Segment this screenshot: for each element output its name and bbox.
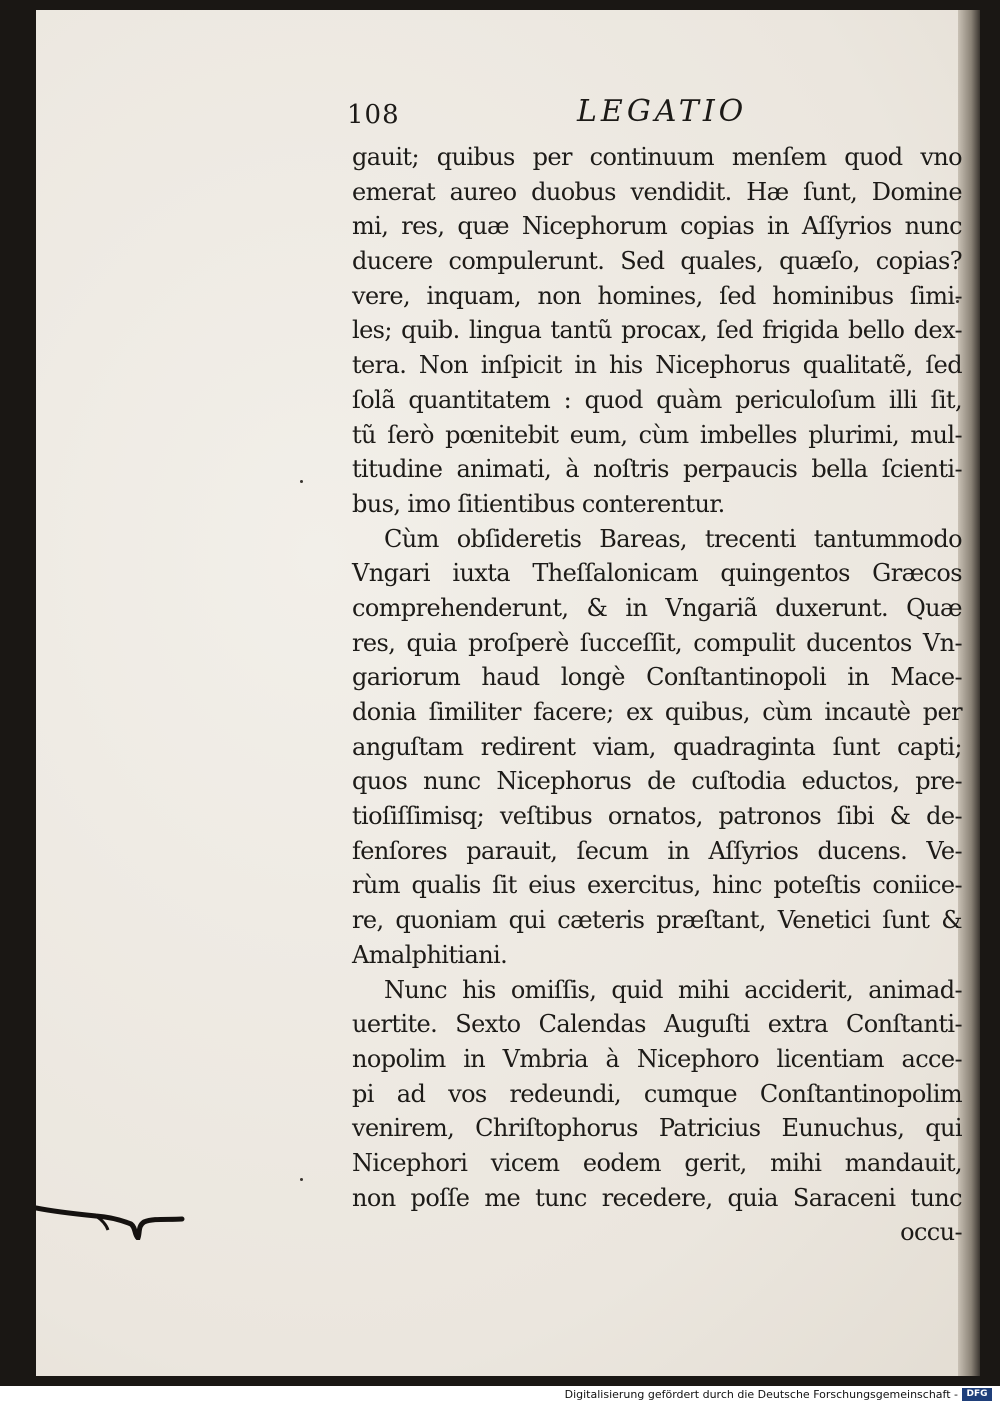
ink-speck xyxy=(300,480,303,483)
text-line: bus, imo ſitientibus conterentur. xyxy=(352,489,725,518)
text-line: re, quoniam qui cæteris præſtant, Venetici ſunt & xyxy=(352,906,962,935)
footer-credit: Digitalisierung gefördert durch die Deutsche Forschungsgemeinschaft - xyxy=(564,1388,958,1401)
text-line: vere, inquam, non homines, ſed hominibus ſimi- xyxy=(352,281,962,310)
text-line: titudine animati, à noſtris perpaucis bella ſcienti- xyxy=(352,455,962,484)
text-line: fenſores parauit, ſecum in Aſſyrios ducens. Ve- xyxy=(352,836,962,865)
text-line: quos nunc Nicephorus de cuſtodia eductos, pre- xyxy=(352,767,962,796)
text-line: uertite. Sexto Calendas Auguſti extra Conſtanti- xyxy=(352,1010,962,1039)
text-line: les; quib. lingua tantũ procax, ſed frigida bello dex- xyxy=(352,316,962,345)
text-line: non poſſe me tunc recedere, quia Saraceni tunc xyxy=(352,1183,962,1212)
text-line: pi ad vos redeundi, cumque Conſtantinopolim xyxy=(352,1079,962,1108)
text-line: venirem, Chriſtophorus Patricius Eunuchus, qui xyxy=(352,1114,962,1143)
ink-blot-mark xyxy=(36,1190,186,1240)
text-line: tũ ſerò pœnitebit eum, cùm imbelles plurimi, mul- xyxy=(352,420,962,449)
dfg-logo: DFG xyxy=(962,1388,992,1401)
text-line: ducere compulerunt. Sed quales, quæſo, copias? xyxy=(352,247,962,276)
text-line: anguſtam redirent viam, quadraginta ſunt capti; xyxy=(352,732,962,761)
text-line: tera. Non inſpicit in his Nicephorus qualitatẽ, ſed xyxy=(352,351,962,380)
text-line: nopolim in Vmbria à Nicephoro licentiam acce- xyxy=(352,1044,962,1073)
body-text xyxy=(352,140,962,1250)
page-header xyxy=(347,94,907,134)
text-line: ſolã quantitatem : quod quàm periculoſum illi ſit, xyxy=(352,385,962,414)
page-number: 108 xyxy=(347,100,400,130)
text-line: Vngari iuxta Theſſalonicam quingentos Græcos xyxy=(352,559,962,588)
text-line: Amalphitiani. xyxy=(352,940,508,969)
text-line: emerat aureo duobus vendidit. Hæ ſunt, Domine xyxy=(352,177,962,206)
text-line: gariorum haud longè Conſtantinopoli in Mace- xyxy=(352,663,962,692)
text-line: rùm qualis ſit eius exercitus, hinc poteſtis coniice- xyxy=(352,871,962,900)
text-line: Nunc his omiſſis, quid mihi acciderit, animad- xyxy=(384,975,962,1004)
text-line: res, quia proſperè ſucceſſit, compulit ducentos Vn- xyxy=(352,628,962,657)
text-line: comprehenderunt, & in Vngariã duxerunt. Quæ xyxy=(352,593,962,622)
text-line: Cùm obſideretis Bareas, trecenti tantummodo xyxy=(384,524,962,553)
text-line: donia ſimiliter facere; ex quibus, cùm incautè per xyxy=(352,698,962,726)
text-line: Nicephori vicem eodem gerit, mihi mandauit, xyxy=(352,1148,962,1177)
text-line: mi, res, quæ Nicephorum copias in Aſſyrios nunc xyxy=(352,212,962,241)
text-line: tioſiſſimisq; veſtibus ornatos, patronos ſibi & de- xyxy=(352,802,962,831)
text-line: occu- xyxy=(900,1218,962,1247)
ink-speck xyxy=(300,1178,303,1181)
running-title: LEGATIO xyxy=(577,94,748,129)
text-line: gauit; quibus per continuum menſem quod vno xyxy=(352,143,962,171)
